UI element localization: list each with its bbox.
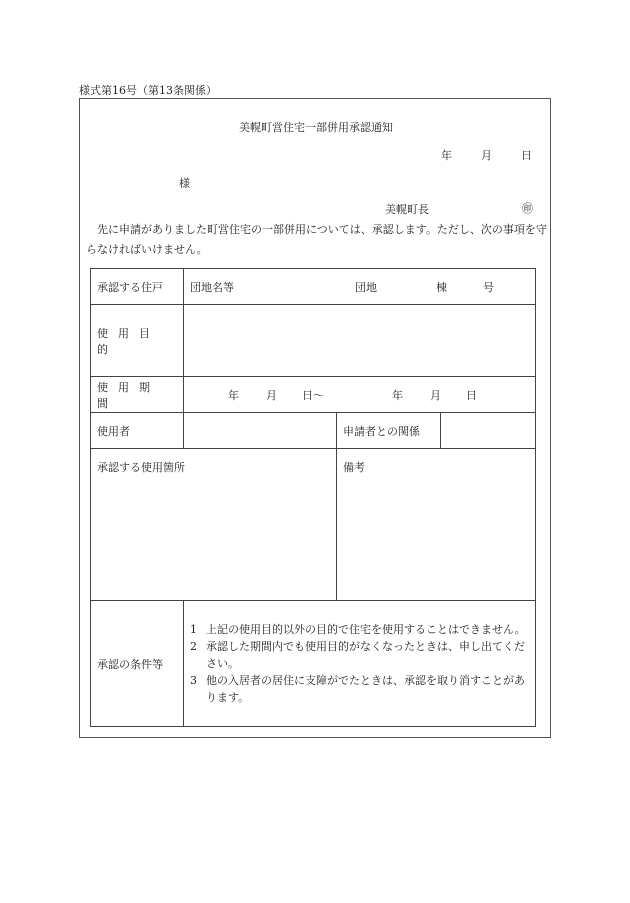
location-label: 承認する使用箇所 xyxy=(97,461,185,474)
table-row xyxy=(91,305,536,377)
location-cell[interactable] xyxy=(91,449,337,601)
residence-label: 承認する住戸 xyxy=(91,269,184,305)
conditions-cell xyxy=(184,601,536,727)
list-item xyxy=(190,638,529,672)
date-line xyxy=(441,147,532,163)
purpose-label: 使用目的 xyxy=(91,305,184,377)
table-row xyxy=(91,413,536,449)
document-frame xyxy=(79,98,551,738)
remarks-label: 備考 xyxy=(343,461,365,474)
condition-text: 承認した期間内でも使用目的がなくなったときは、申し出てください。 xyxy=(206,640,525,670)
relation-label: 申請者との関係 xyxy=(337,413,441,449)
condition-text: 上記の使用目的以外の目的で住宅を使用することはできません。 xyxy=(206,623,526,636)
period-start-year: 年 xyxy=(228,388,239,402)
date-month: 月 xyxy=(481,149,492,162)
condition-number: 1 xyxy=(190,623,197,636)
complex-label: 団地 xyxy=(355,280,377,294)
condition-number: 3 xyxy=(190,674,197,687)
form-number-label: 様式第16号（第13条関係） xyxy=(79,84,217,97)
complex-name-label: 団地名等 xyxy=(190,280,234,294)
notice-body: 先に申請がありました町営住宅の一部併用については、承認します。ただし、次の事項を守らなければいけません。 xyxy=(86,223,547,256)
purpose-value[interactable] xyxy=(184,305,536,377)
table-row xyxy=(91,377,536,413)
date-day: 日 xyxy=(521,149,532,162)
residence-cell xyxy=(184,269,536,305)
period-start-month: 月 xyxy=(266,388,277,402)
user-value[interactable] xyxy=(184,413,337,449)
period-end-month: 月 xyxy=(430,388,441,402)
issuer-name: 美幌町長 xyxy=(385,203,429,216)
unit-label: 号 xyxy=(483,280,494,294)
document-title: 美幌町営住宅一部併用承認通知 xyxy=(239,121,393,134)
conditions-label: 承認の条件等 xyxy=(91,601,184,727)
period-start-day: 日～ xyxy=(302,388,324,402)
table-row xyxy=(91,449,536,601)
conditions-list xyxy=(190,621,529,706)
seal-mark: ㊞ xyxy=(522,202,533,215)
relation-value[interactable] xyxy=(441,413,536,449)
period-cell[interactable] xyxy=(184,377,536,413)
date-year: 年 xyxy=(441,149,452,162)
table-row xyxy=(91,269,536,305)
condition-text: 他の入居者の居住に支障がでたときは、承認を取り消すことがあります。 xyxy=(206,674,525,704)
period-end-day: 日 xyxy=(466,388,477,402)
approval-table xyxy=(90,268,536,727)
user-label-text: 使用者 xyxy=(97,424,130,438)
remarks-cell[interactable] xyxy=(337,449,536,601)
period-label: 使用期間 xyxy=(91,377,184,413)
list-item xyxy=(190,672,529,706)
building-label: 棟 xyxy=(436,280,447,294)
period-end-year: 年 xyxy=(392,388,403,402)
list-item xyxy=(190,621,529,638)
addressee-suffix: 様 xyxy=(179,177,190,190)
table-row xyxy=(91,601,536,727)
user-label xyxy=(91,413,184,449)
condition-number: 2 xyxy=(190,640,197,653)
